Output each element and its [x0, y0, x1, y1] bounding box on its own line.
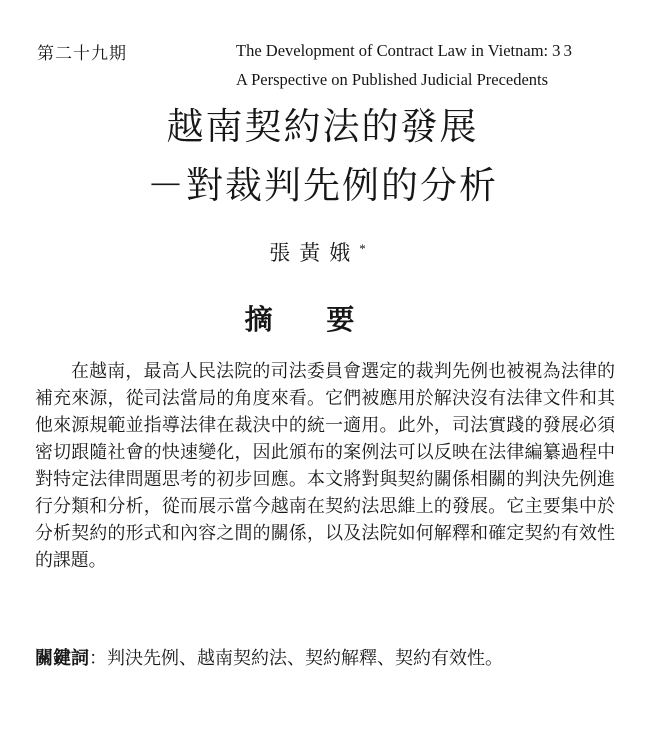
abstract-body	[35, 358, 615, 574]
abstract-heading: 摘 要	[244, 304, 355, 335]
abstract-text-line: 補充來源，從司法當局的角度來看。它們被應用於解決沒有法律文件和其	[35, 388, 615, 408]
article-title-line2: －對裁判先例的分析	[147, 166, 498, 207]
running-title-line2: A Perspective on Published Judicial Precedents	[236, 69, 549, 89]
abstract-text-line: 密切跟隨社會的快速變化，因此頒布的案例法可以反映在法律編纂過程中	[35, 442, 615, 462]
running-title-line1: The Development of Contract Law in Vietnam:	[236, 41, 549, 60]
keywords-label: 關鍵詞	[35, 648, 89, 668]
keywords-items: 判決先例、越南契約法、契約解釋、契約有效性。	[107, 648, 503, 668]
abstract-text-line: 分析契約的形式和內容之間的關係，以及法院如何解釋和確定契約有效性	[35, 523, 615, 543]
journal-issue-label: 第二十九期	[37, 44, 127, 63]
keywords-line	[35, 645, 503, 672]
abstract-text-line: 行分類和分析，從而展示當今越南在契約法思維上的發展。它主要集中於	[35, 496, 615, 516]
article-title-line1: 越南契約法的發展	[166, 107, 479, 148]
abstract-text-line: 他來源規範並指導法律在裁決中的統一適用。此外，司法實踐的發展必須	[35, 415, 615, 435]
article-title	[0, 98, 645, 216]
abstract-text-line: 的課題。	[35, 550, 107, 570]
author-footnote-mark: *	[359, 241, 366, 256]
abstract-text-line: 在越南，最高人民法院的司法委員會選定的裁判先例也被視為法律的	[71, 361, 615, 381]
page-number: 33	[552, 41, 575, 60]
keywords-separator: ：	[89, 648, 107, 668]
abstract-text-line: 對特定法律問題思考的初步回應。本文將對與契約關係相關的判決先例進	[35, 469, 615, 489]
author-name: 張黃娥	[269, 241, 360, 265]
author-line	[0, 237, 645, 267]
running-title	[236, 37, 548, 94]
